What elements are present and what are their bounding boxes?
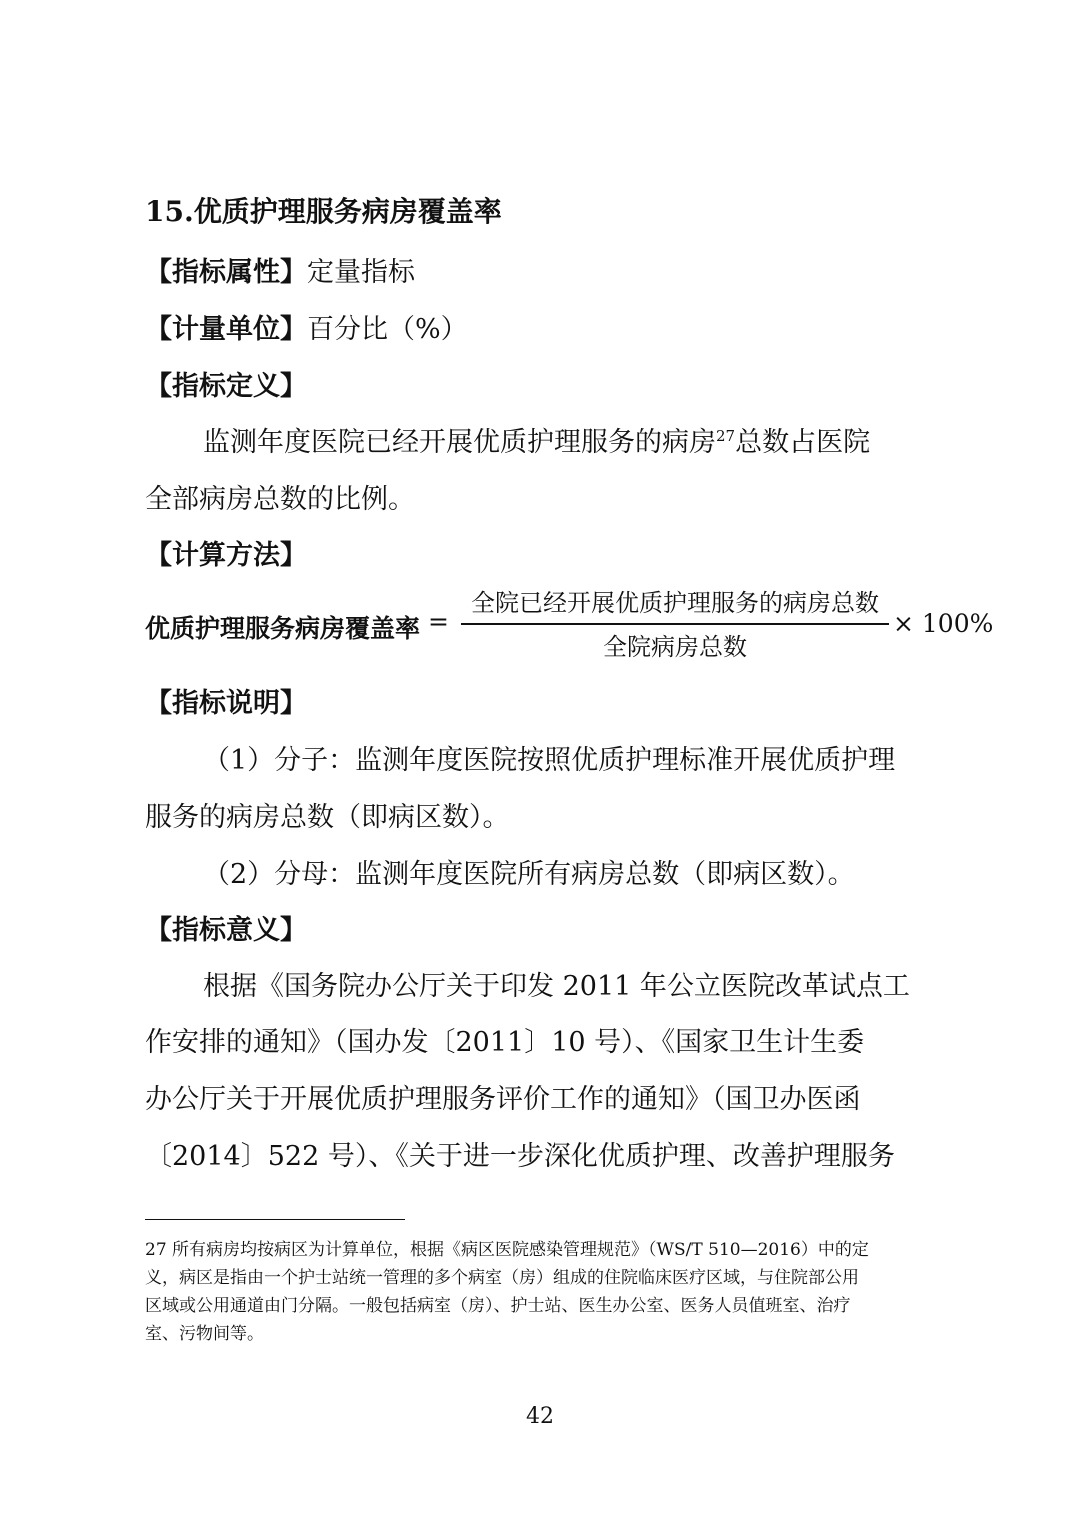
definition-text: 监测年度医院已经开展优质护理服务的病房 [203,427,716,458]
formula-equals: = [428,607,449,636]
footnote-line: 27 所有病房均按病区为计算单位，根据《病区医院感染管理规范》（WS/T 510—2016）中的定 [145,1240,869,1260]
significance-heading: 【指标意义】 [145,915,307,946]
footnote-divider [145,1219,405,1220]
definition-text: 总数占医院 [735,427,871,458]
measurement-unit-label: 【计量单位】 [145,314,307,345]
footnote-line: 室、污物间等。 [145,1324,264,1344]
section-title: 15.优质护理服务病房覆盖率 [145,195,502,228]
footnote [145,1236,945,1348]
footnote-line: 区域或公用通道由门分隔。一般包括病室（房）、护士站、医生办公室、医务人员值班室、治疗 [145,1296,851,1316]
calculation-formula [145,585,995,665]
footnote-line: 义，病区是指由一个护士站统一管理的多个病室（房）组成的住院临床医疗区域，与住院部公用 [145,1268,859,1288]
indicator-attribute-value: 定量指标 [307,257,415,288]
significance-paragraph-line: 办公厅关于开展优质护理服务评价工作的通知》（国卫办医函 [145,1084,861,1115]
notes-heading: 【指标说明】 [145,688,307,719]
formula-multiplier: × 100% [893,609,994,638]
indicator-attribute-row [145,250,415,289]
formula-denominator: 全院病房总数 [603,633,747,661]
significance-paragraph-line: 根据《国务院办公厅关于印发 2011 年公立医院改革试点工 [203,971,910,1002]
significance-paragraph-line: 〔2014〕522 号）、《关于进一步深化优质护理、改善护理服务 [145,1141,895,1172]
page-number: 42 [526,1404,554,1429]
definition-heading: 【指标定义】 [145,371,307,402]
calculation-method-heading: 【计算方法】 [145,540,307,571]
fraction-bar [461,623,889,625]
footnote-reference[interactable]: 27 [716,427,736,445]
indicator-attribute-label: 【指标属性】 [145,257,307,288]
definition-paragraph-line: 全部病房总数的比例。 [145,484,415,515]
notes-item: 服务的病房总数（即病区数）。 [145,802,510,833]
measurement-unit-row [145,307,468,346]
measurement-unit-value: 百分比（%） [307,314,468,345]
significance-paragraph-line: 作安排的通知》（国办发〔2011〕10 号）、《国家卫生计生委 [145,1027,865,1058]
formula-fraction [461,585,889,665]
notes-item: （2）分母：监测年度医院所有病房总数（即病区数）。 [203,859,855,890]
formula-lhs: 优质护理服务病房覆盖率 [145,614,421,643]
notes-item: （1）分子：监测年度医院按照优质护理标准开展优质护理 [203,745,896,776]
formula-numerator: 全院已经开展优质护理服务的病房总数 [471,589,879,617]
definition-paragraph-line [203,420,870,459]
